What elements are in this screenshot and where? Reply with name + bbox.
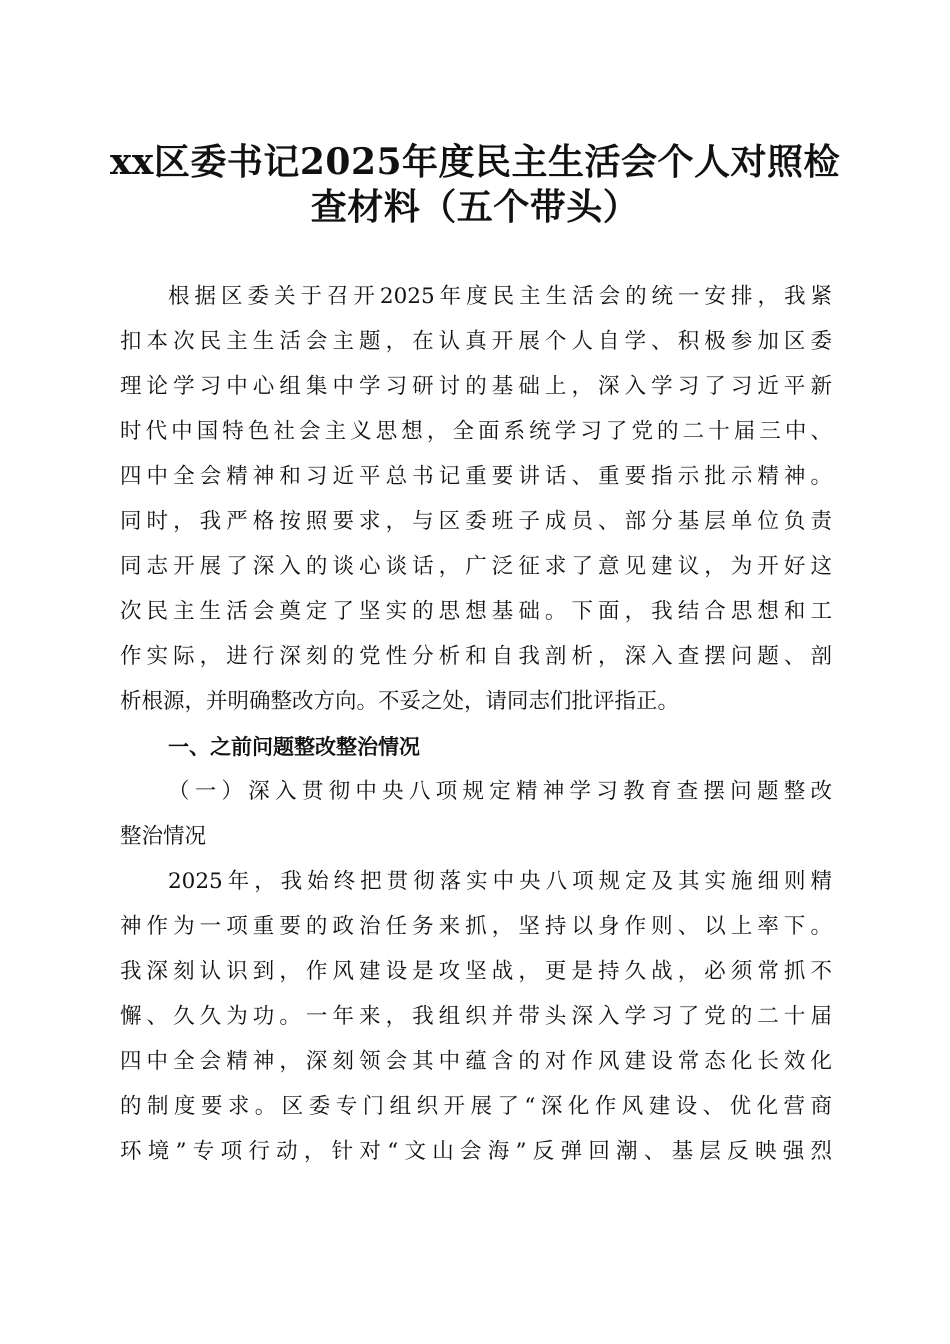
intro-paragraph-line: 同时，我严格按照要求，与区委班子成员、部分基层单位负责 — [120, 509, 832, 534]
body-paragraph-line: 神作为一项重要的政治任务来抓，坚持以身作则、以上率下。 — [120, 914, 832, 939]
intro-paragraph-line: 理论学习中心组集中学习研讨的基础上，深入学习了习近平新 — [120, 374, 832, 399]
intro-paragraph-line: 时代中国特色社会主义思想，全面系统学习了党的二十届三中、 — [120, 419, 832, 444]
intro-paragraph-line: 次民主生活会奠定了坚实的思想基础。下面，我结合思想和工 — [120, 599, 832, 624]
intro-paragraph-line: 四中全会精神和习近平总书记重要讲话、重要指示批示精神。 — [120, 464, 832, 489]
body-paragraph-line: 四中全会精神，深刻领会其中蕴含的对作风建设常态化长效化 — [120, 1049, 832, 1074]
intro-paragraph-line: 作实际，进行深刻的党性分析和自我剖析，深入查摆问题、剖 — [120, 644, 832, 669]
intro-paragraph-line: 扣本次民主生活会主题，在认真开展个人自学、积极参加区委 — [120, 329, 832, 354]
body-paragraph-line: 2025年，我始终把贯彻落实中央八项规定及其实施细则精 — [168, 869, 832, 894]
subsection-heading-line-1: （一）深入贯彻中央八项规定精神学习教育查摆问题整改 — [168, 779, 832, 804]
body-paragraph-line: 的制度要求。区委专门组织开展了“深化作风建设、优化营商 — [120, 1094, 832, 1119]
intro-paragraph-line: 根据区委关于召开2025年度民主生活会的统一安排，我紧 — [168, 284, 832, 309]
intro-paragraph-line: 同志开展了深入的谈心谈话，广泛征求了意见建议，为开好这 — [120, 554, 832, 579]
body-paragraph-line: 我深刻认识到，作风建设是攻坚战，更是持久战，必须常抓不 — [120, 959, 832, 984]
subsection-heading-line-2: 整治情况 — [120, 824, 207, 849]
document-title-line-1: xx区委书记2025年度民主生活会个人对照检 — [109, 141, 841, 183]
body-paragraph-line: 懈、久久为功。一年来，我组织并带头深入学习了党的二十届 — [120, 1004, 832, 1029]
document-title-line-2: 查材料（五个带头） — [310, 186, 640, 228]
intro-paragraph-line: 析根源，并明确整改方向。不妥之处，请同志们批评指正。 — [120, 689, 680, 714]
body-paragraph-line: 环境”专项行动，针对“文山会海”反弹回潮、基层反映强烈 — [120, 1139, 832, 1164]
section-heading: 一、之前问题整改整治情况 — [168, 735, 420, 759]
